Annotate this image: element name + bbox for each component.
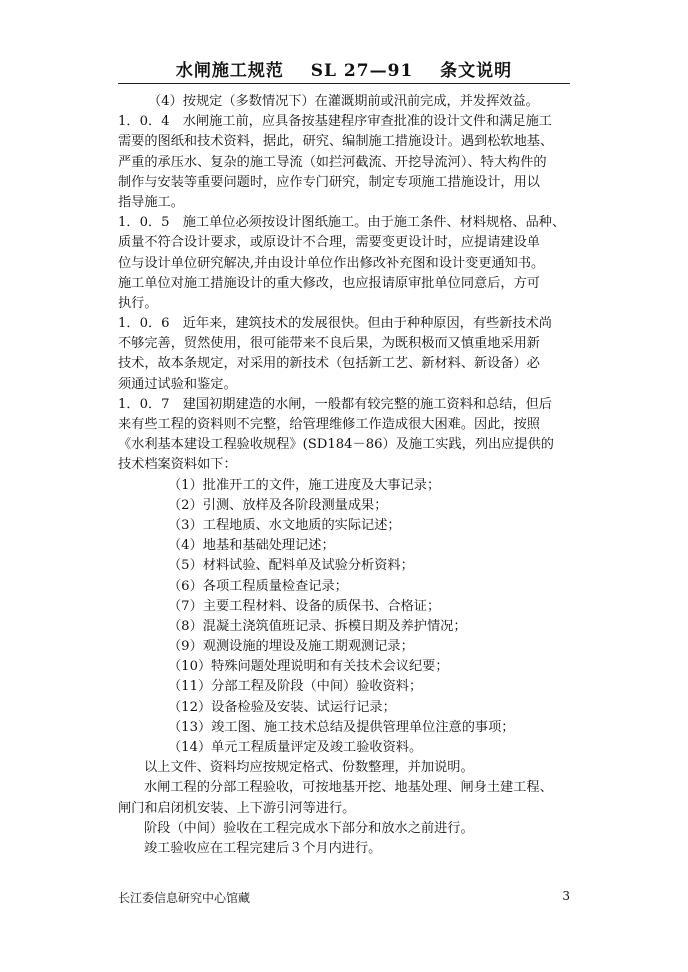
text-line: （4）按规定（多数情况下）在灌溉期前或汛前完成，并发挥效益。 bbox=[148, 94, 539, 109]
text-line: 制作与安装等重要问题时，应作专门研究，制定专项施工措施设计，用以 bbox=[118, 174, 540, 190]
text-line: （2）引测、放样及各阶段测量成果； bbox=[168, 497, 388, 513]
text-line: 技术档案资料如下： bbox=[118, 457, 237, 473]
text-line: （3）工程地质、水文地质的实际记述； bbox=[168, 517, 401, 533]
text-line: 来有些工程的资料则不完整，给管理维修工作造成很大困难。因此，按照 bbox=[118, 417, 540, 432]
text-line: 严重的承压水、复杂的施工导流（如拦河截流、开挖导流河）、特大构件的 bbox=[118, 154, 547, 170]
text-line: 须通过试验和鉴定。 bbox=[118, 376, 237, 392]
text-line: （5）材料试验、配料单及试验分析资料； bbox=[168, 558, 414, 574]
text-line: 1．0．5 施工单位必须按设计图纸施工。由于施工条件、材料规格、品种、 bbox=[118, 215, 566, 231]
text-line: （10）特殊问题处理说明和有关技术会议纪要； bbox=[168, 659, 449, 675]
text-line: （6）各项工程质量检查记录； bbox=[168, 578, 348, 594]
text-line: 施工单位对施工措施设计的重大修改，也应报请原审批单位同意后，方可 bbox=[118, 275, 540, 291]
text-line: 位与设计单位研究解决,并由设计单位作出修改补充图和设计变更通知书。 bbox=[118, 255, 545, 271]
text-line: （4）地基和基础处理记述； bbox=[168, 538, 335, 554]
text-line: 水闸工程的分部工程验收，可按地基开挖、地基处理、闸身土建工程、 bbox=[144, 780, 553, 796]
header-subtitle: 条文说明 bbox=[440, 61, 513, 81]
header-title: 水闸施工规范 bbox=[175, 61, 284, 81]
text-line: 阶段（中间）验收在工程完成水下部分和放水之前进行。 bbox=[144, 820, 474, 836]
page-number: 3 bbox=[562, 889, 570, 903]
text-line: 1．0．4 水闸施工前，应具备按基建程序审查批准的设计文件和满足施工 bbox=[118, 114, 552, 130]
document-body bbox=[118, 92, 570, 859]
text-line: 1．0．7 建国初期建造的水闸，一般都有较完整的施工资料和总结，但后 bbox=[118, 396, 552, 412]
footer-organization: 长江委信息研究中心馆藏 bbox=[118, 891, 251, 905]
text-line: 执行。 bbox=[118, 295, 158, 311]
text-line: 闸门和启闭机安装、上下游引河等进行。 bbox=[118, 800, 356, 816]
text-line: （7）主要工程材料、设备的质保书、合格证； bbox=[168, 598, 441, 614]
header-rule bbox=[118, 83, 570, 84]
header-code: SL 27—91 bbox=[310, 61, 414, 81]
text-line: 技术，故本条规定，对采用的新技术（包括新工艺、新材料、新设备）必 bbox=[118, 356, 540, 372]
text-line: 指导施工。 bbox=[118, 194, 184, 210]
text-line: （14）单元工程质量评定及竣工验收资料。 bbox=[168, 740, 423, 755]
text-line: （1）批准开工的文件，施工进度及大事记录； bbox=[168, 477, 441, 493]
text-line: 质量不符合设计要求，或原设计不合理，需要变更设计时，应提请建设单 bbox=[118, 235, 540, 251]
text-line: （11）分部工程及阶段（中间）验收资料； bbox=[168, 679, 423, 695]
text-line: （13）竣工图、施工技术总结及提供管理单位注意的事项； bbox=[168, 719, 515, 735]
text-line: 以上文件、资料均应按规定格式、份数整理，并加说明。 bbox=[144, 760, 474, 776]
text-line: 《水利基本建设工程验收规程》(SD184－86）及施工实践，列出应提供的 bbox=[118, 437, 554, 453]
text-line: （8）混凝土浇筑值班记录、拆模日期及养护情况； bbox=[168, 618, 467, 634]
text-line: 需要的图纸和技术资料，据此，研究、编制施工措施设计。遇到松软地基、 bbox=[118, 134, 554, 150]
text-line: （9）观测设施的埋设及施工期观测记录； bbox=[168, 639, 414, 655]
text-line: 1．0．6 近年来，建筑技术的发展很快。但由于种种原因，有些新技术尚 bbox=[118, 316, 552, 332]
text-line: （12）设备检验及安装、试运行记录； bbox=[168, 699, 396, 715]
page-header bbox=[118, 56, 570, 81]
text-line: 不够完善，贸然使用，很可能带来不良后果，为既积极而又慎重地采用新 bbox=[118, 336, 540, 352]
text-line: 竣工验收应在工程完建后３个月内进行。 bbox=[144, 840, 382, 856]
